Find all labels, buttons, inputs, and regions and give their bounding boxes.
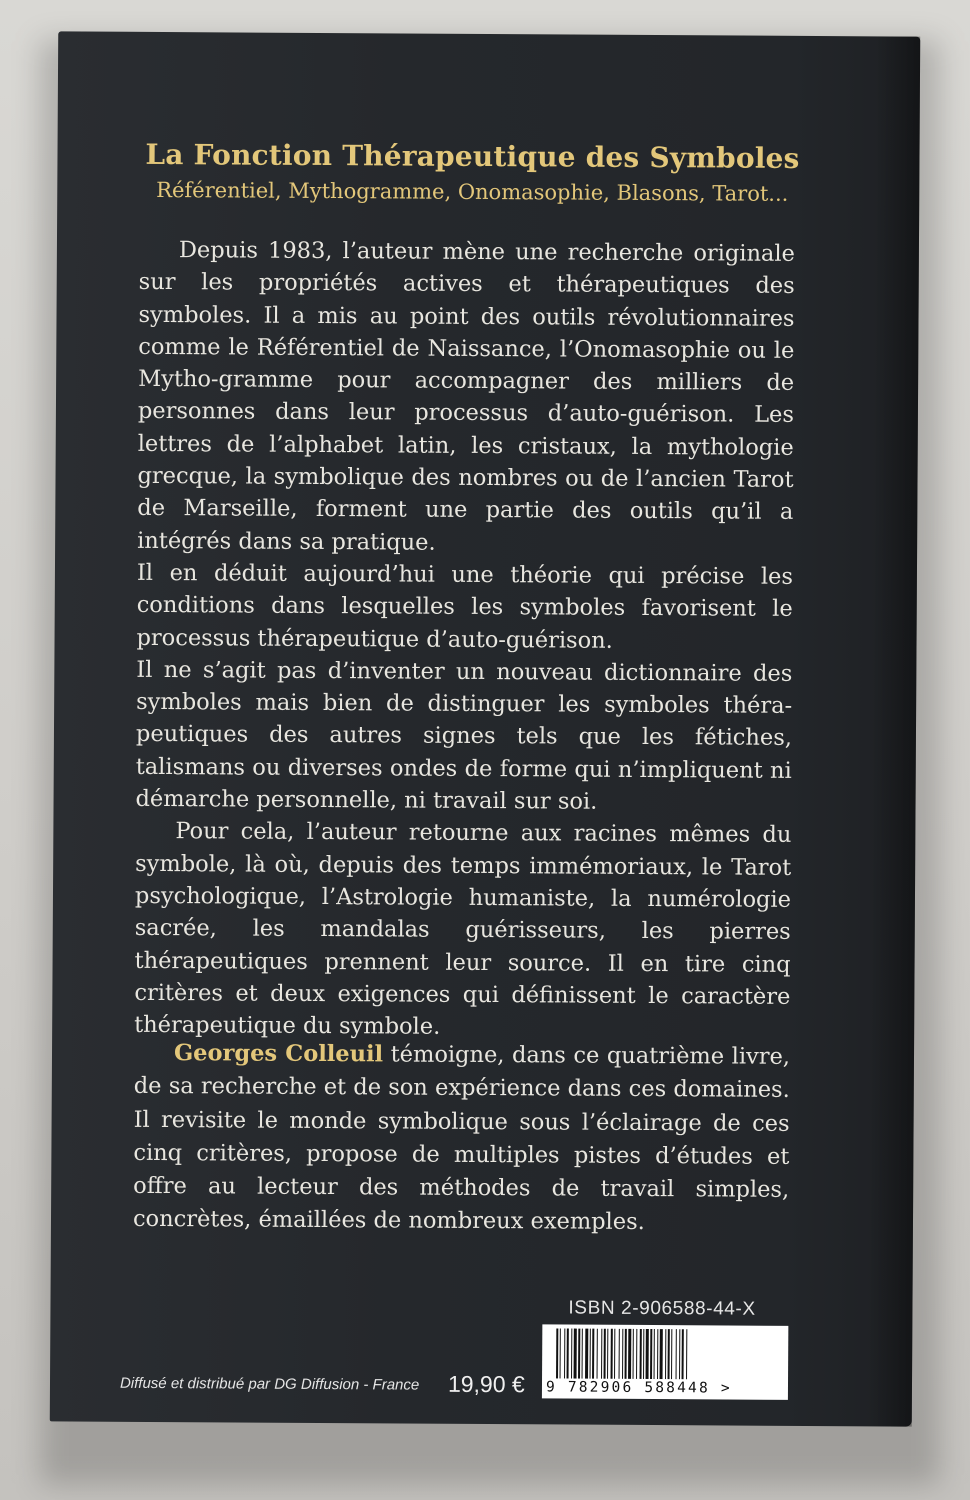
book-title: La Fonction Thérapeutique des Symboles — [145, 137, 800, 175]
barcode-bar — [671, 1329, 672, 1381]
barcode-bar — [676, 1329, 677, 1381]
barcode-bar — [633, 1329, 634, 1381]
blurb — [134, 234, 795, 1045]
blurb-paragraph-3: Il ne s’agit pas d’inventer un nouveau dictionnaire des symboles mais bien de distinguer les symboles théra-peutiques des autres signes tels que les fétiches, talismans ou diverses ondes de forme qui n’impliquent ni démarche personnelle, ni travail sur soi. — [135, 656, 793, 815]
barcode-bar — [582, 1329, 583, 1381]
barcode-bar — [564, 1328, 565, 1380]
barcode-bar — [636, 1329, 637, 1381]
barcode-bar — [682, 1329, 684, 1381]
barcode-bar — [578, 1329, 580, 1381]
isbn-label: ISBN 2-906588-44-X — [568, 1297, 756, 1320]
barcode-digits: 9 782906 588448 > — [546, 1378, 784, 1397]
barcode-bar — [607, 1329, 608, 1381]
barcode-bar — [657, 1329, 658, 1381]
barcode-bar — [604, 1329, 606, 1381]
barcode-bar — [679, 1329, 680, 1381]
barcode-bar — [601, 1329, 602, 1381]
blurb-paragraph-2: Il en déduit aujourd’hui une théorie qui précise les conditions dans lesquelles les symboles favorisent le processus thérapeutique d’auto-guérison. — [136, 559, 794, 654]
barcode-bar — [574, 1329, 577, 1381]
barcode-bar — [585, 1329, 588, 1381]
author-paragraph — [133, 1037, 790, 1241]
barcode-bar — [619, 1329, 620, 1381]
barcode-bar — [611, 1329, 613, 1381]
barcode-bar — [643, 1329, 644, 1381]
barcode-bar — [571, 1329, 572, 1381]
barcode-bar — [597, 1329, 598, 1381]
author-name: Georges Colleuil — [173, 1040, 384, 1068]
barcode-bar — [654, 1329, 655, 1381]
barcode-bar — [640, 1329, 642, 1381]
barcode-bar — [592, 1329, 594, 1381]
barcode-bar — [628, 1329, 631, 1381]
distribution-note: Diffusé et distribué par DG Diffusion - France — [119, 1374, 420, 1394]
barcode-bar — [668, 1329, 670, 1381]
barcode-bar — [686, 1329, 687, 1381]
barcode — [542, 1324, 788, 1400]
author-paragraph-text: témoigne, dans ce quatrième livre, de sa recherche et de son expérience dans ces domaines. Il revisite le monde symbolique sous l’éclairage de ces cinq critères, propose de multiples pistes d’études et offre au lecteur des méthodes de travail simples, concrètes, émaillées de nombreux exemples. — [132, 1041, 791, 1236]
barcode-bar — [650, 1329, 652, 1381]
barcode-bar — [567, 1329, 569, 1381]
blurb-paragraph-4: Pour cela, l’auteur retourne aux racines mêmes du symbole, là où, depuis des temps immémoriaux, le Tarot psychologique, l’Astrologie humaniste, la numérologie sacrée, les mandalas guérisseurs, les pierres thérapeutiques prennent leur source. Il en tire cinq critères et deux exigences qui définissent le caractère thérapeutique du symbole. — [134, 818, 792, 1040]
book-subtitle: Référentiel, Mythogramme, Onomasophie, Blasons, Tarot... — [156, 177, 789, 206]
barcode-bar — [614, 1329, 615, 1381]
author-blurb — [133, 1037, 790, 1241]
barcode-bar — [622, 1329, 623, 1381]
barcode-bar — [625, 1329, 627, 1381]
price: 19,90 € — [447, 1370, 525, 1398]
back-cover — [50, 31, 920, 1426]
barcode-bar — [556, 1328, 558, 1380]
barcode-bar — [560, 1328, 561, 1380]
blurb-paragraph-1: Depuis 1983, l’auteur mène une recherche originale sur les propriétés actives et thérapeutiques des symboles. Il a mis au point des outils révolutionnaires comme le Référentiel de Naissance, l’Onomasophie ou le Mytho-gramme pour accompagner des milliers de personnes dans leur processus d’auto-guérison. Les lettres de l’alphabet latin, les cristaux, la mythologie grecque, la symbolique des nombres ou de l’ancien Tarot de Marseille, forment une partie des outils qu’il a intégrés dans sa pratique. — [137, 237, 795, 556]
barcode-bar — [660, 1329, 663, 1381]
barcode-bar — [665, 1329, 666, 1381]
spine-edge-shading — [868, 36, 920, 1426]
barcode-bar — [590, 1329, 591, 1381]
barcode-bar — [646, 1329, 649, 1381]
